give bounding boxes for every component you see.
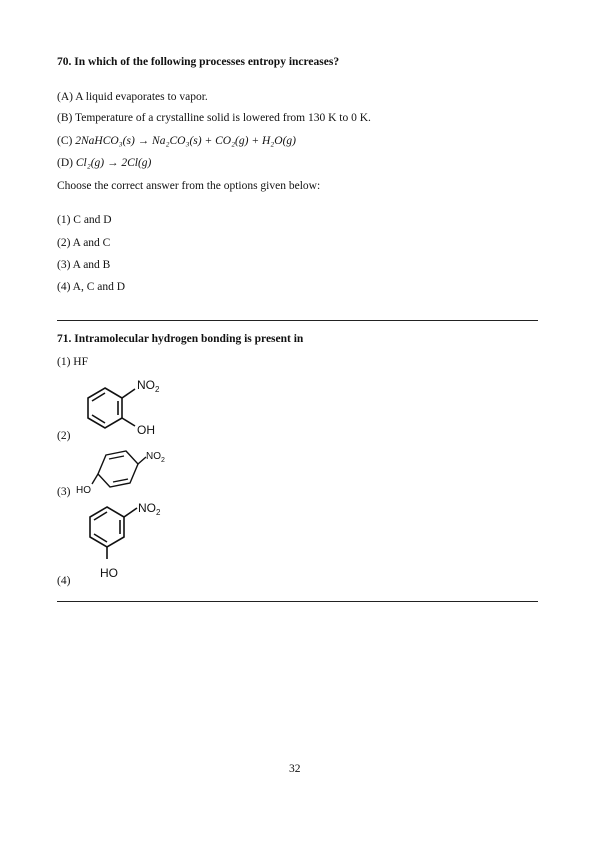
q70-statement-d: [57, 157, 151, 169]
statement-d-text: Cl₂(g) → 2Cl(g): [75, 157, 152, 169]
o-hydroxyl-group: OH: [137, 423, 155, 437]
divider-bottom: [57, 601, 538, 602]
m-nitro-group: $NO_2$: [138, 501, 161, 517]
q71-option-4-label: (4): [57, 575, 71, 587]
statement-d-label: (D): [57, 157, 73, 169]
q70-statement-c: [57, 135, 296, 147]
statement-b-label: (B): [57, 112, 73, 124]
q70-option-3: (3) A and B: [57, 259, 111, 271]
m-hydroxyl-group: HO: [100, 566, 118, 580]
page-number: 32: [289, 763, 301, 775]
q71-option-3-label: (3): [57, 486, 71, 498]
q70-option-4: (4) A, C and D: [57, 281, 126, 293]
p-nitro-group: $NO_2$: [146, 451, 165, 464]
q70-statement-b: [57, 112, 371, 124]
statement-c-label: (C): [57, 135, 73, 147]
statement-a-text: A liquid evaporates to vapor.: [75, 91, 208, 103]
q70-option-1: (1) C and D: [57, 214, 112, 226]
p-hydroxyl-group: HO: [76, 485, 91, 496]
statement-b-text: Temperature of a crystalline solid is lowered from 130 K to 0 K.: [75, 112, 371, 124]
o-nitrophenol-structure: [75, 370, 185, 440]
q71-title: 71. Intramolecular hydrogen bonding is present in: [57, 333, 304, 345]
statement-c-text: 2NaHCO₃(s) → Na₂CO₃(s) + CO₂(g) + H₂O(g): [75, 135, 296, 147]
statement-a-label: (A): [57, 91, 73, 103]
divider-top: [57, 320, 538, 321]
q70-statement-a: [57, 91, 208, 103]
q70-prompt: Choose the correct answer from the options given below:: [57, 180, 321, 192]
q70-option-2: (2) A and C: [57, 237, 111, 249]
q71-option-2-label: (2): [57, 430, 71, 442]
o-nitro-group: $NO_2$: [137, 378, 160, 394]
m-nitrophenol-structure: [80, 495, 190, 585]
q70-title: 70. In which of the following processes entropy increases?: [57, 56, 340, 68]
q71-option-1: (1) HF: [57, 356, 88, 368]
